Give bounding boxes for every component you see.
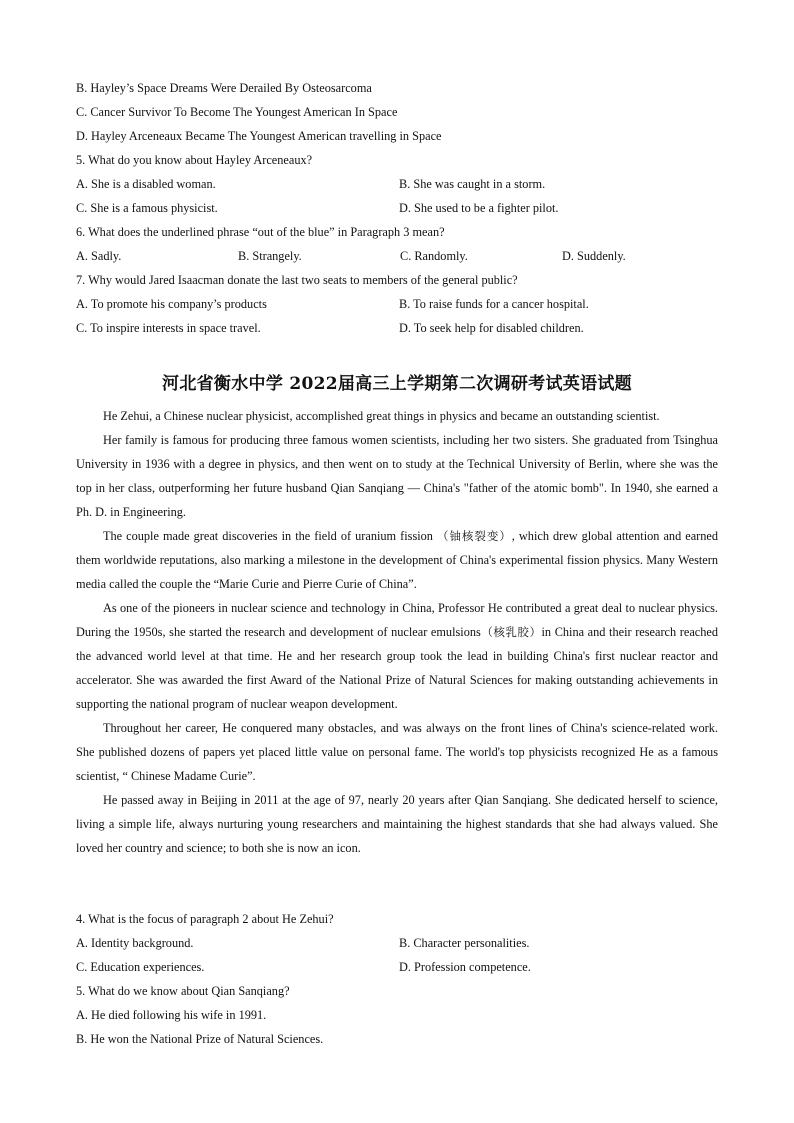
q6-option-c: C. Randomly. <box>400 249 468 263</box>
q7-option-d: D. To seek help for disabled children. <box>399 321 584 335</box>
paragraph-3-chinese-term: （铀核裂变） <box>437 529 512 543</box>
q6-option-a: A. Sadly. <box>76 249 122 263</box>
passage-paragraph-1: He Zehui, a Chinese nuclear physicist, accomplished great things in physics and became an outstanding scientist. <box>103 409 660 423</box>
q4b-option-b: B. Character personalities. <box>399 936 530 950</box>
q7-question: 7. Why would Jared Isaacman donate the last two seats to members of the general public? <box>76 273 518 287</box>
paragraph-3-text-a: The couple made great discoveries in the field of uranium fission <box>103 529 433 543</box>
q6-question: 6. What does the underlined phrase “out of the blue” in Paragraph 3 mean? <box>76 225 445 239</box>
q4-option-b: B. Hayley’s Space Dreams Were Derailed By Osteosarcoma <box>76 81 372 95</box>
q4b-option-a: A. Identity background. <box>76 936 194 950</box>
q5-option-a: A. She is a disabled woman. <box>76 177 216 191</box>
passage-paragraph-6: He passed away in Beijing in 2011 at the age of 97, nearly 20 years after Qian Sanqiang. She dedicated herself to science, living a simple life, always nurturing young researchers and maintaining the highest standards that she had always valued. She loved her country and science; to both she is now an icon. <box>76 793 718 855</box>
q7-option-a: A. To promote his company’s products <box>76 297 267 311</box>
q5b-option-a: A. He died following his wife in 1991. <box>76 1008 267 1022</box>
paragraph-4-text-b: in China and their research reached the advanced world level at that time. He and her research group took the lead in building China's first nuclear reactor and accelerator. She was awarded the first Award of the National Prize of Natural Sciences for making outstanding achievements in supporting the national program of nuclear weapon development. <box>76 625 718 711</box>
paragraph-4-text-a: As one of the pioneers in nuclear science and technology in China, Professor He contributed a great deal to nuclear physics. During the 1950s, she started the research and development of nuclear emulsions <box>76 601 718 639</box>
q5b-question: 5. What do we know about Qian Sanqiang? <box>76 984 290 998</box>
q5-option-c: C. She is a famous physicist. <box>76 201 218 215</box>
paragraph-4-chinese-term: （核乳胶） <box>480 625 542 639</box>
passage-paragraph-2: Her family is famous for producing three famous women scientists, including her two sisters. She graduated from Tsinghua University in 1936 with a degree in physics, and then went on to study at the Technical University of Berlin, where she was the top in her class, outperforming her future husband Qian Sanqiang — China's "father of the atomic bomb". In 1940, she earned a Ph. D. in Engineering. <box>76 433 718 519</box>
passage <box>76 404 718 860</box>
q4b-option-d: D. Profession competence. <box>399 960 531 974</box>
q6-option-d: D. Suddenly. <box>562 249 626 263</box>
q4-option-c: C. Cancer Survivor To Become The Youngest American In Space <box>76 105 398 119</box>
q5b-option-b: B. He won the National Prize of Natural Sciences. <box>76 1032 324 1046</box>
paragraph-3-text-b: , which drew global attention and earned them worldwide reputations, also marking a milestone in the development of China's experimental fission physics. Many Western media called the couple the “Marie Curie and Pierre Curie of China”. <box>76 529 719 591</box>
passage-paragraph-5: Throughout her career, He conquered many obstacles, and was always on the front lines of China's science-related work. She published dozens of papers yet placed little value on personal fame. The world's top physicists recognized He as a famous scientist, “ Chinese Madame Curie”. <box>76 721 718 783</box>
q5-option-d: D. She used to be a fighter pilot. <box>399 201 559 215</box>
passage-paragraph-3 <box>76 524 718 596</box>
q7-option-c: C. To inspire interests in space travel. <box>76 321 261 335</box>
passage-paragraph-4 <box>76 596 718 716</box>
q6-option-b: B. Strangely. <box>238 249 302 263</box>
q4b-question: 4. What is the focus of paragraph 2 about He Zehui? <box>76 912 334 926</box>
q4b-option-c: C. Education experiences. <box>76 960 205 974</box>
q7-option-b: B. To raise funds for a cancer hospital. <box>399 297 589 311</box>
q5-option-b: B. She was caught in a storm. <box>399 177 546 191</box>
q5-question: 5. What do you know about Hayley Arceneaux? <box>76 153 313 167</box>
q4-option-d: D. Hayley Arceneaux Became The Youngest American travelling in Space <box>76 129 442 143</box>
section-title: 河北省衡水中学 2022届高三上学期第二次调研考试英语试题 <box>162 374 632 394</box>
